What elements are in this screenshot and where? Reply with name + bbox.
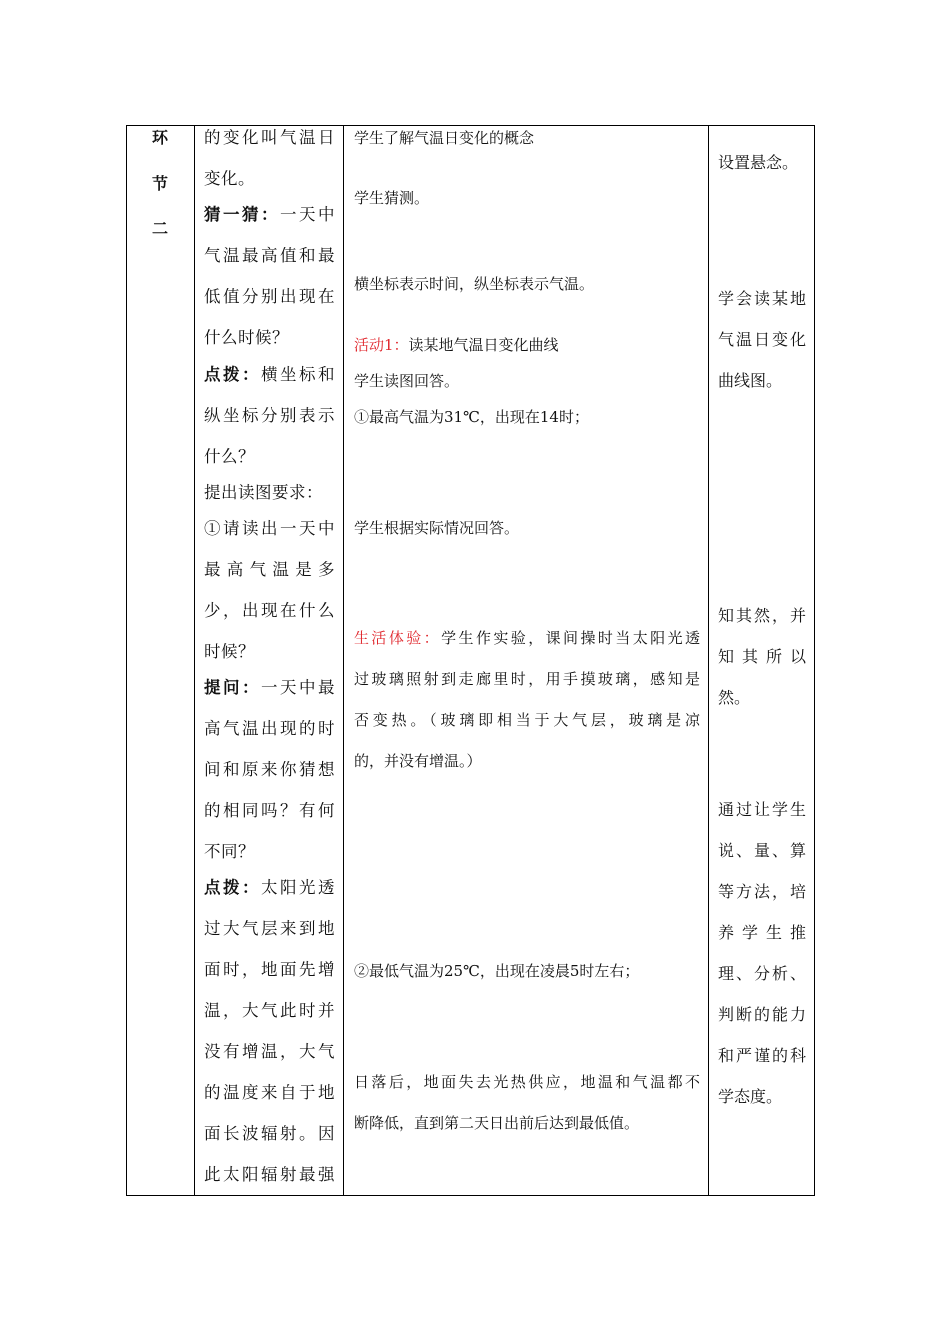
column-divider: [194, 125, 195, 1196]
teacher-line: 此太阳辐射最强: [204, 1165, 335, 1184]
intent-line: 学态度。: [718, 1087, 783, 1106]
student-line: 学生读图回答。: [354, 372, 460, 390]
intent-line: 等方法，培: [718, 882, 806, 901]
stage-char: 节: [151, 174, 168, 193]
teacher-line: 低值分别出现在: [204, 287, 335, 306]
intent-line: 知其所以: [718, 647, 806, 666]
student-line: 日落后，地面失去光热供应，地温和气温都不: [354, 1073, 700, 1091]
teacher-line: 高气温出现的时: [204, 719, 335, 738]
teacher-line: 的变化叫气温日: [204, 128, 335, 147]
student-line: ①最高气温为31℃，出现在14时；: [354, 408, 589, 426]
stage-char: 环: [151, 128, 168, 147]
student-line: 否变热。（玻璃即相当于大气层，玻璃是凉: [354, 711, 700, 729]
intent-line: 曲线图。: [718, 371, 783, 390]
intent-line: 养学生推: [718, 923, 806, 942]
student-line: 横坐标表示时间，纵坐标表示气温。: [354, 275, 595, 293]
teacher-line: 过大气层来到地: [204, 919, 335, 938]
stage-char: 二: [151, 219, 168, 238]
teacher-line-label: 点拨：: [204, 878, 261, 897]
teacher-line: 面长波辐射。因: [204, 1124, 335, 1143]
intent-line: 判断的能力: [718, 1005, 806, 1024]
teacher-line: 气温最高值和最: [204, 246, 335, 265]
teacher-line: 不同？: [204, 842, 255, 861]
activity-label: 活动1：: [354, 336, 409, 354]
student-line: 学生根据实际情况回答。: [354, 519, 520, 537]
teacher-line-label: 点拨：: [204, 365, 261, 384]
experience-label: 生活体验：: [354, 629, 442, 647]
column-divider: [708, 125, 709, 1196]
student-line: 学生猜测。: [354, 189, 430, 207]
teacher-line: 提出读图要求：: [204, 483, 323, 502]
teacher-line: 什么？: [204, 447, 255, 466]
intent-line: 设置悬念。: [718, 153, 799, 172]
intent-line: 说、量、算: [718, 841, 806, 860]
column-divider: [343, 125, 344, 1196]
teacher-line: 间和原来你猜想: [204, 760, 335, 779]
teacher-line: 点拨：横坐标和: [204, 365, 335, 384]
teacher-line: 猜一猜：一天中: [204, 205, 335, 224]
teacher-line: 最高气温是多: [204, 560, 335, 579]
student-line: 的，并没有增温。）: [354, 752, 482, 770]
intent-line: 气温日变化: [718, 330, 806, 349]
teacher-line: 没有增温，大气: [204, 1042, 335, 1061]
intent-line: 学会读某地: [718, 289, 806, 308]
student-line: 活动1：读某地气温日变化曲线: [354, 336, 559, 354]
teacher-line: 变化。: [204, 169, 255, 188]
teacher-line: 温，大气此时并: [204, 1001, 335, 1020]
student-line: ②最低气温为25℃，出现在凌晨5时左右；: [354, 962, 640, 980]
teacher-line-label: 提问：: [204, 678, 261, 697]
teacher-line: 面时，地面先增: [204, 960, 335, 979]
teacher-line: ①请读出一天中: [204, 519, 335, 538]
teacher-line: 的相同吗？有何: [204, 801, 335, 820]
intent-line: 知其然，并: [718, 606, 806, 625]
intent-line: 和严谨的科: [718, 1046, 806, 1065]
teacher-line: 时候？: [204, 642, 255, 661]
student-line: 学生了解气温日变化的概念: [354, 129, 535, 147]
student-line: 过玻璃照射到走廊里时，用手摸玻璃，感知是: [354, 670, 700, 688]
intent-line: 然。: [718, 688, 751, 707]
teacher-line: 的温度来自于地: [204, 1083, 335, 1102]
teacher-line: 点拨：太阳光透: [204, 878, 335, 897]
teacher-line: 少，出现在什么: [204, 601, 335, 620]
teacher-line-label: 猜一猜：: [204, 205, 280, 224]
intent-line: 通过让学生: [718, 800, 806, 819]
teacher-line: 什么时候？: [204, 328, 289, 347]
intent-line: 理、分析、: [718, 964, 806, 983]
student-line: 生活体验：学生作实验，课间操时当太阳光透: [354, 629, 700, 647]
teacher-line: 纵坐标分别表示: [204, 406, 335, 425]
student-line: 断降低，直到第二天日出前后达到最低值。: [354, 1114, 640, 1132]
teacher-line: 提问：一天中最: [204, 678, 335, 697]
